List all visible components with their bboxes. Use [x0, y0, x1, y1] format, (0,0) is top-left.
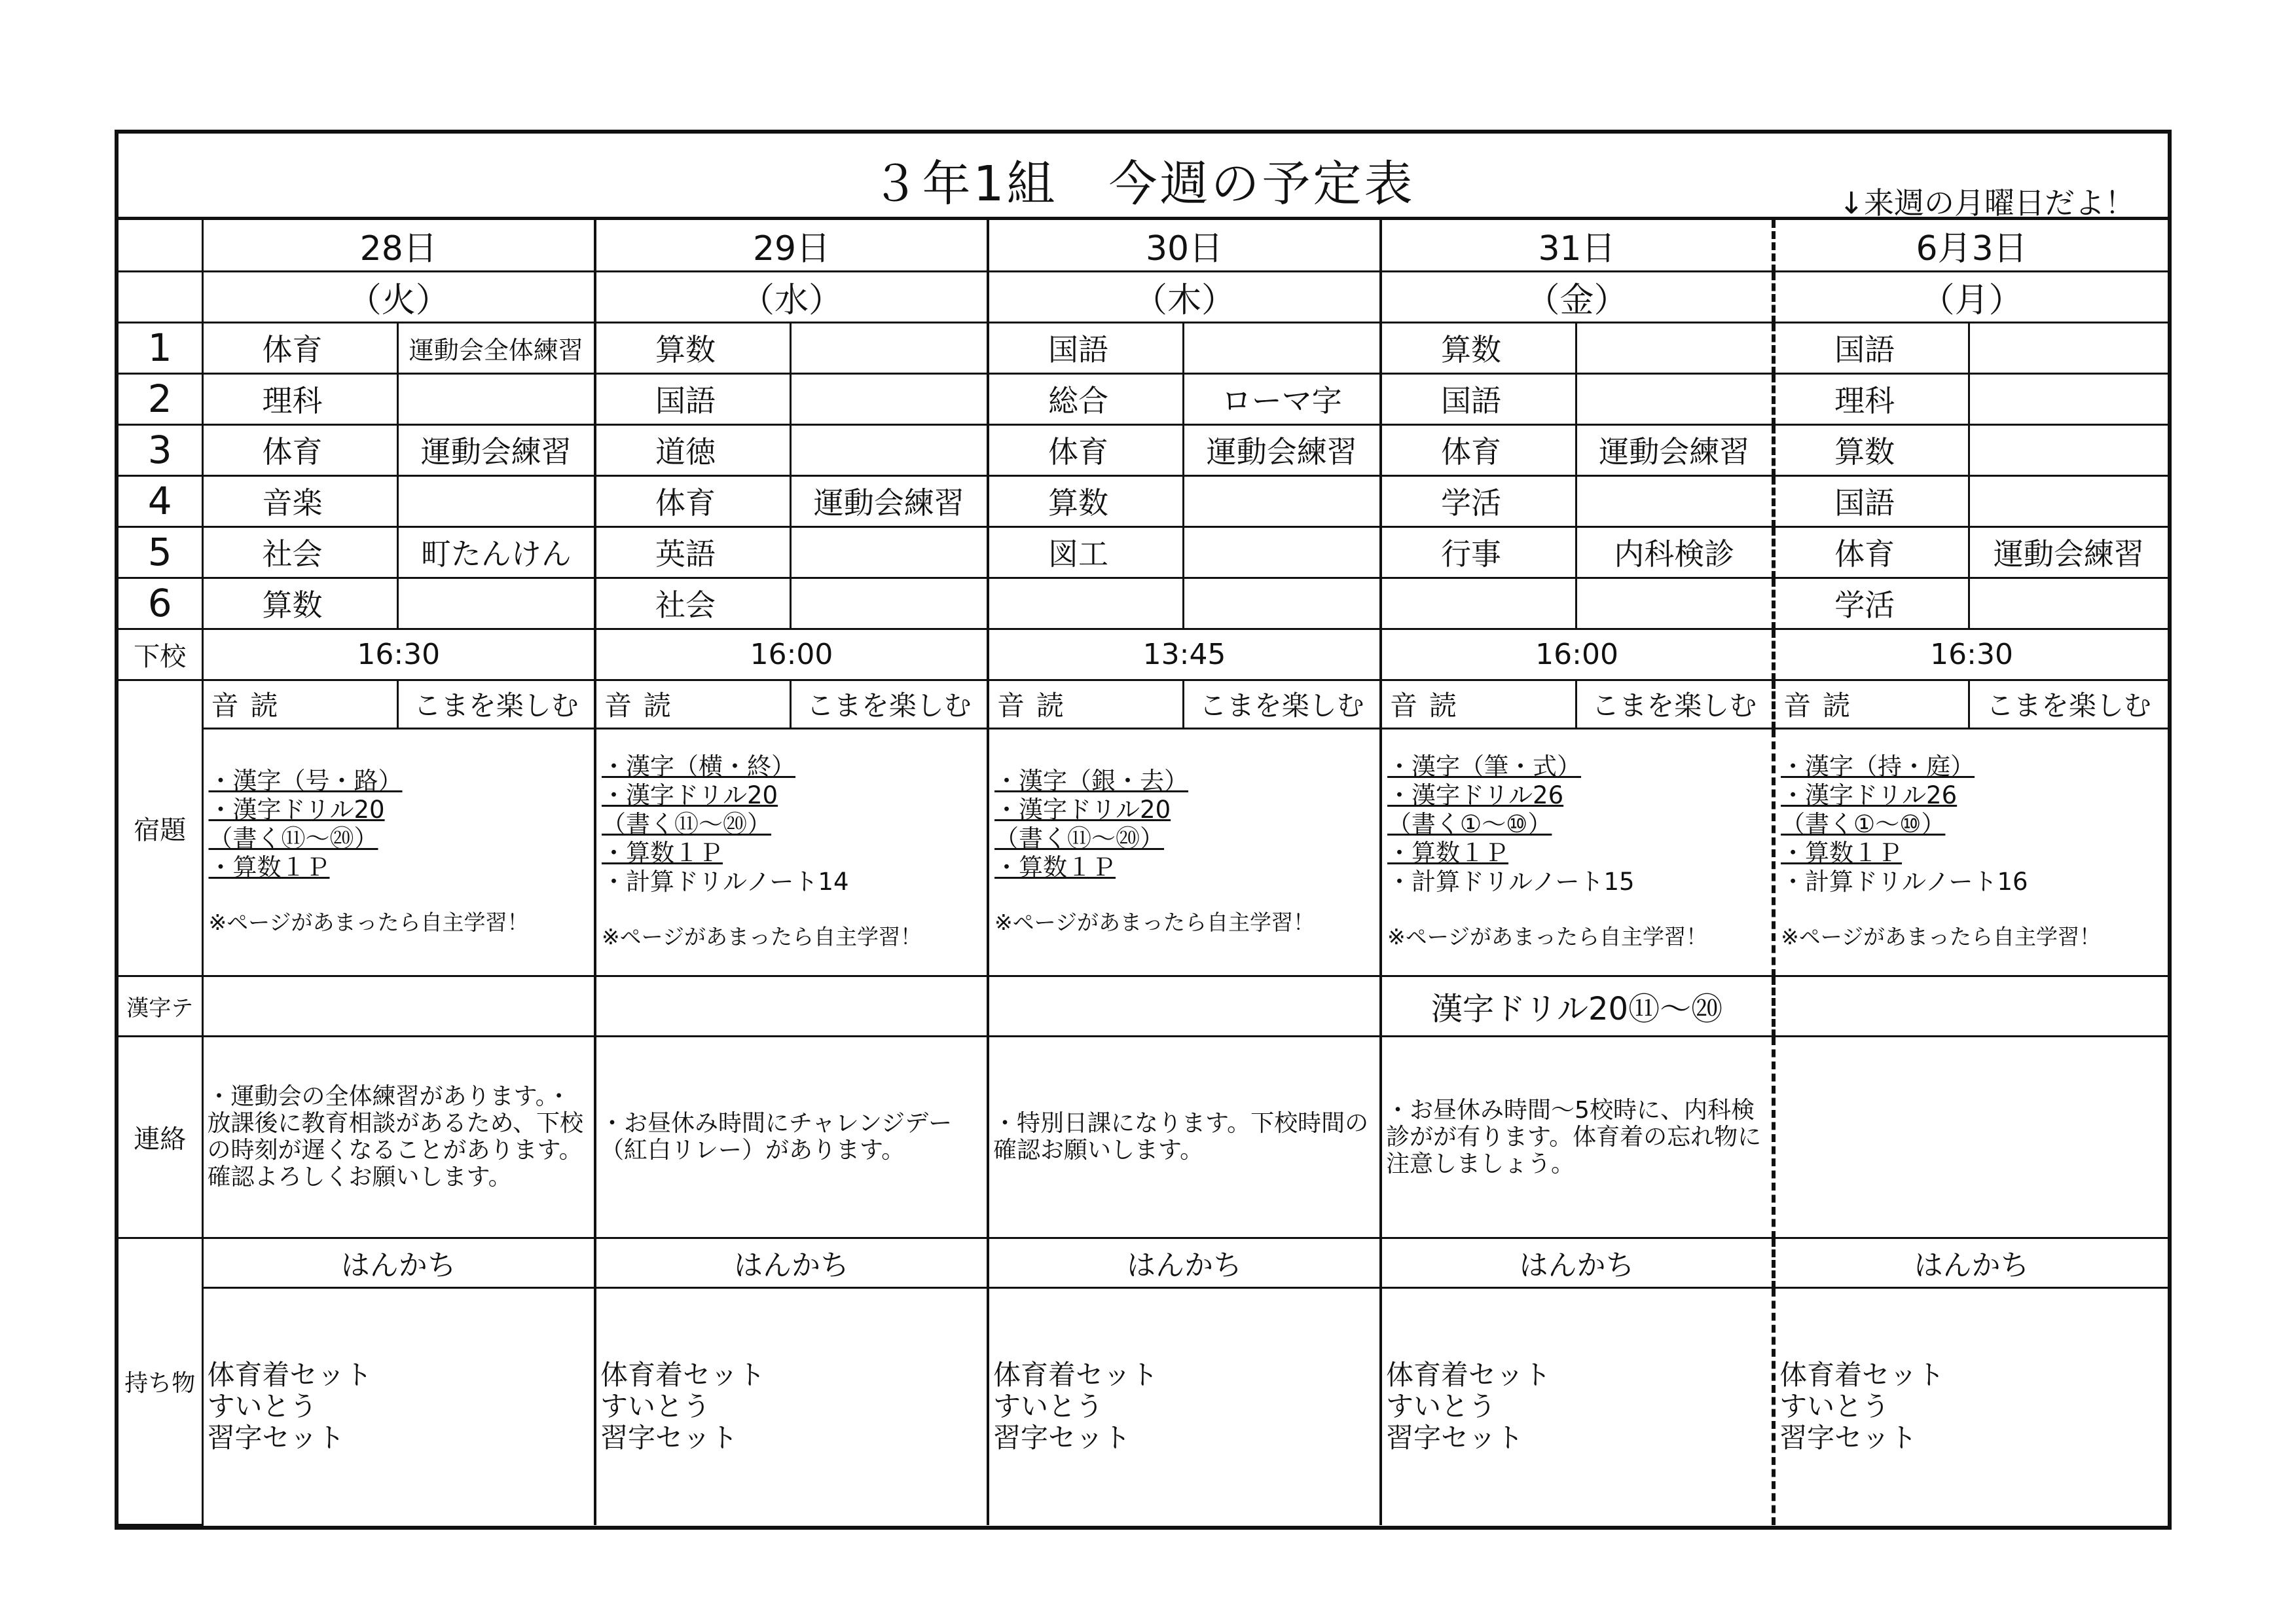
- lesson-activity: [1576, 322, 1774, 373]
- lesson-activity: ローマ字: [1183, 373, 1381, 424]
- lesson-activity: [790, 322, 988, 373]
- period-row: [118, 526, 2168, 578]
- lesson-activity: [1183, 322, 1381, 373]
- lesson-activity: 運動会練習: [1183, 424, 1381, 475]
- day-date: 30日: [988, 220, 1381, 271]
- lesson-activity: 運動会練習: [397, 424, 595, 475]
- lesson-subject: 体育: [1381, 424, 1576, 475]
- lesson-subject: 体育: [202, 424, 397, 475]
- homework-body-row: [118, 728, 2168, 976]
- belongings-handkerchief: はんかち: [595, 1238, 988, 1287]
- period-row: [118, 475, 2168, 526]
- lesson-subject: 総合: [988, 373, 1183, 424]
- lesson-activity: [1969, 424, 2168, 475]
- belongings-top-row: [118, 1238, 2168, 1287]
- homework-item: ・計算ドリルノート16: [1781, 868, 2028, 896]
- lesson-activity: 運動会練習: [790, 475, 988, 526]
- lesson-activity: [397, 475, 595, 526]
- homework-note: ※ページがあまったら自主学習！: [602, 924, 922, 950]
- lesson-activity: [1183, 475, 1381, 526]
- title-row: [118, 134, 2168, 220]
- period-row: [118, 424, 2168, 475]
- lesson-activity: [397, 373, 595, 424]
- homework-item: （書く①～⑩）: [1387, 810, 1552, 838]
- homework-item: ・漢字ドリル26: [1387, 781, 1564, 809]
- day-weekday: （金）: [1381, 271, 1774, 322]
- period-number: 6: [118, 578, 202, 629]
- belongings-item: 体育着セット: [1386, 1359, 1552, 1391]
- homework-header-row: [118, 680, 2168, 728]
- corner-cell: [118, 220, 202, 271]
- homework-item: ・漢字（持・庭）: [1781, 752, 1975, 781]
- dismissal-time: 13:45: [988, 629, 1381, 680]
- day-date: 6月3日: [1774, 220, 2168, 271]
- lesson-subject: 英語: [595, 526, 790, 578]
- dismissal-time: 16:30: [202, 629, 595, 680]
- period-row: [118, 322, 2168, 373]
- homework-item: ・漢字（横・終）: [602, 752, 796, 781]
- homework-item: ・漢字ドリル26: [1781, 781, 1958, 809]
- day-weekday: （水）: [595, 271, 988, 322]
- belongings-cell: [988, 1287, 1381, 1525]
- belongings-item: 体育着セット: [1779, 1359, 1945, 1391]
- lesson-subject: 算数: [595, 322, 790, 373]
- belongings-item: 習字セット: [600, 1422, 738, 1454]
- dismissal-label: 下校: [118, 629, 202, 680]
- homework-item: ・算数１Ｐ: [208, 853, 330, 881]
- belongings-cell: [202, 1287, 595, 1525]
- notice-cell: ・運動会の全体練習があります。・放課後に教育相談があるため、下校の時刻が遅くなることがあります。確認よろしくお願いします。: [202, 1036, 595, 1238]
- homework-reading: 音読: [988, 680, 1183, 728]
- belongings-item: 習字セット: [1779, 1422, 1918, 1454]
- lesson-activity: [1183, 526, 1381, 578]
- homework-item: ・計算ドリルノート14: [602, 868, 849, 896]
- lesson-activity: [1576, 475, 1774, 526]
- corner-cell: [118, 271, 202, 322]
- homework-koma: こまを楽しむ: [1576, 680, 1774, 728]
- notice-label: 連絡: [118, 1036, 202, 1238]
- homework-label: 宿題: [118, 680, 202, 976]
- lesson-activity: 町たんけん: [397, 526, 595, 578]
- belongings-item: 体育着セット: [993, 1359, 1159, 1391]
- weekday-row: [118, 271, 2168, 322]
- homework-item: ・漢字（銀・去）: [994, 767, 1189, 795]
- notice-cell: ・お昼休み時間にチャレンジデー（紅白リレー）があります。: [595, 1036, 988, 1238]
- kanji-test-cell: [595, 976, 988, 1036]
- kanji-test-cell: [1774, 976, 2168, 1036]
- schedule-table: [118, 220, 2168, 1526]
- homework-item: （書く①～⑩）: [1781, 810, 1946, 838]
- day-weekday: （月）: [1774, 271, 2168, 322]
- homework-item: （書く⑪～⑳）: [994, 824, 1165, 853]
- dismissal-row: [118, 629, 2168, 680]
- day-weekday: （火）: [202, 271, 595, 322]
- lesson-subject: 音楽: [202, 475, 397, 526]
- lesson-activity: [1183, 578, 1381, 629]
- lesson-activity: [1969, 373, 2168, 424]
- notice-cell: ・特別日課になります。下校時間の確認お願いします。: [988, 1036, 1381, 1238]
- lesson-subject: 算数: [1381, 322, 1576, 373]
- lesson-activity: 内科検診: [1576, 526, 1774, 578]
- homework-note: ※ページがあまったら自主学習！: [208, 910, 529, 935]
- kanji-test-label: 漢字テ: [118, 976, 202, 1036]
- belongings-handkerchief: はんかち: [202, 1238, 595, 1287]
- lesson-activity: [790, 578, 988, 629]
- homework-item: ・算数１Ｐ: [994, 853, 1116, 881]
- homework-koma: こまを楽しむ: [790, 680, 988, 728]
- homework-koma: こまを楽しむ: [397, 680, 595, 728]
- dismissal-time: 16:00: [595, 629, 988, 680]
- lesson-activity: [1969, 475, 2168, 526]
- belongings-item: 体育着セット: [600, 1359, 766, 1391]
- period-row: [118, 578, 2168, 629]
- dismissal-time: 16:00: [1381, 629, 1774, 680]
- period-number: 5: [118, 526, 202, 578]
- lesson-subject: 算数: [988, 475, 1183, 526]
- lesson-subject: [1381, 578, 1576, 629]
- homework-koma: こまを楽しむ: [1969, 680, 2168, 728]
- lesson-subject: 学活: [1381, 475, 1576, 526]
- period-number: 2: [118, 373, 202, 424]
- homework-item: （書く⑪～⑳）: [208, 824, 378, 853]
- lesson-activity: [790, 424, 988, 475]
- belongings-item: すいとう: [207, 1390, 318, 1422]
- notice-cell: [1774, 1036, 2168, 1238]
- homework-item: ・算数１Ｐ: [1781, 839, 1903, 867]
- belongings-item: 習字セット: [207, 1422, 345, 1454]
- belongings-item: 習字セット: [1386, 1422, 1524, 1454]
- lesson-subject: [988, 578, 1183, 629]
- lesson-subject: 体育: [202, 322, 397, 373]
- lesson-subject: 国語: [1381, 373, 1576, 424]
- lesson-subject: 社会: [202, 526, 397, 578]
- lesson-subject: 国語: [1774, 322, 1969, 373]
- kanji-test-row: [118, 976, 2168, 1036]
- period-number: 3: [118, 424, 202, 475]
- homework-reading: 音読: [1381, 680, 1576, 728]
- lesson-subject: 学活: [1774, 578, 1969, 629]
- lesson-activity: 運動会練習: [1969, 526, 2168, 578]
- belongings-handkerchief: はんかち: [1774, 1238, 2168, 1287]
- kanji-test-cell: [988, 976, 1381, 1036]
- period-number: 4: [118, 475, 202, 526]
- lesson-subject: 国語: [1774, 475, 1969, 526]
- belongings-item: すいとう: [1779, 1390, 1890, 1422]
- lesson-subject: 体育: [988, 424, 1183, 475]
- lesson-subject: 理科: [202, 373, 397, 424]
- belongings-cell: [1774, 1287, 2168, 1525]
- homework-item: ・計算ドリルノート15: [1387, 868, 1635, 896]
- homework-item: ・漢字（号・路）: [208, 767, 403, 795]
- homework-item: ・漢字ドリル20: [602, 781, 778, 809]
- lesson-activity: 運動会全体練習: [397, 322, 595, 373]
- lesson-activity: [1969, 322, 2168, 373]
- homework-item: ・漢字ドリル20: [208, 796, 385, 824]
- homework-item: ・漢字ドリル20: [994, 796, 1171, 824]
- homework-item: ・算数１Ｐ: [1387, 839, 1509, 867]
- lesson-activity: 運動会練習: [1576, 424, 1774, 475]
- belongings-cell: [595, 1287, 988, 1525]
- homework-reading: 音読: [202, 680, 397, 728]
- day-date: 28日: [202, 220, 595, 271]
- date-row: [118, 220, 2168, 271]
- homework-cell: [595, 728, 988, 976]
- page-title: ３年1組 今週の予定表: [871, 156, 1415, 212]
- belongings-item: 体育着セット: [207, 1359, 373, 1391]
- homework-cell: [988, 728, 1381, 976]
- lesson-activity: [790, 526, 988, 578]
- lesson-subject: 算数: [202, 578, 397, 629]
- homework-cell: [202, 728, 595, 976]
- lesson-activity: [790, 373, 988, 424]
- lesson-activity: [1576, 578, 1774, 629]
- kanji-test-cell: [202, 976, 595, 1036]
- weekly-schedule-sheet: [115, 130, 2172, 1530]
- lesson-subject: 算数: [1774, 424, 1969, 475]
- lesson-subject: 図工: [988, 526, 1183, 578]
- notice-cell: ・お昼休み時間～5校時に、内科検診がが有ります。体育着の忘れ物に注意しましょう。: [1381, 1036, 1774, 1238]
- lesson-subject: 道徳: [595, 424, 790, 475]
- lesson-subject: 行事: [1381, 526, 1576, 578]
- belongings-cell: [1381, 1287, 1774, 1525]
- homework-note: ※ページがあまったら自主学習！: [1387, 924, 1708, 950]
- homework-cell: [1774, 728, 2168, 976]
- homework-cell: [1381, 728, 1774, 976]
- lesson-activity: [1969, 578, 2168, 629]
- belongings-label: 持ち物: [118, 1238, 202, 1525]
- homework-item: （書く⑪～⑳）: [602, 810, 772, 838]
- lesson-subject: 国語: [988, 322, 1183, 373]
- lesson-subject: 理科: [1774, 373, 1969, 424]
- belongings-row: [118, 1287, 2168, 1525]
- day-date: 29日: [595, 220, 988, 271]
- lesson-subject: 国語: [595, 373, 790, 424]
- homework-reading: 音読: [1774, 680, 1969, 728]
- lesson-subject: 社会: [595, 578, 790, 629]
- next-week-note: ↓来週の月曜日だよ！: [1838, 185, 2135, 221]
- lesson-activity: [397, 578, 595, 629]
- belongings-item: すいとう: [993, 1390, 1104, 1422]
- belongings-handkerchief: はんかち: [988, 1238, 1381, 1287]
- lesson-subject: 体育: [1774, 526, 1969, 578]
- period-number: 1: [118, 322, 202, 373]
- homework-item: ・漢字（筆・式）: [1387, 752, 1582, 781]
- belongings-handkerchief: はんかち: [1381, 1238, 1774, 1287]
- belongings-item: 習字セット: [993, 1422, 1131, 1454]
- dismissal-time: 16:30: [1774, 629, 2168, 680]
- homework-koma: こまを楽しむ: [1183, 680, 1381, 728]
- homework-item: ・算数１Ｐ: [602, 839, 723, 867]
- lesson-subject: 体育: [595, 475, 790, 526]
- day-weekday: （木）: [988, 271, 1381, 322]
- homework-note: ※ページがあまったら自主学習！: [1781, 924, 2102, 950]
- homework-reading: 音読: [595, 680, 790, 728]
- lesson-activity: [1576, 373, 1774, 424]
- belongings-item: すいとう: [1386, 1390, 1497, 1422]
- belongings-item: すいとう: [600, 1390, 711, 1422]
- kanji-test-cell: 漢字ドリル20⑪～⑳: [1381, 976, 1774, 1036]
- homework-note: ※ページがあまったら自主学習！: [994, 910, 1315, 935]
- period-row: [118, 373, 2168, 424]
- notice-row: [118, 1036, 2168, 1238]
- day-date: 31日: [1381, 220, 1774, 271]
